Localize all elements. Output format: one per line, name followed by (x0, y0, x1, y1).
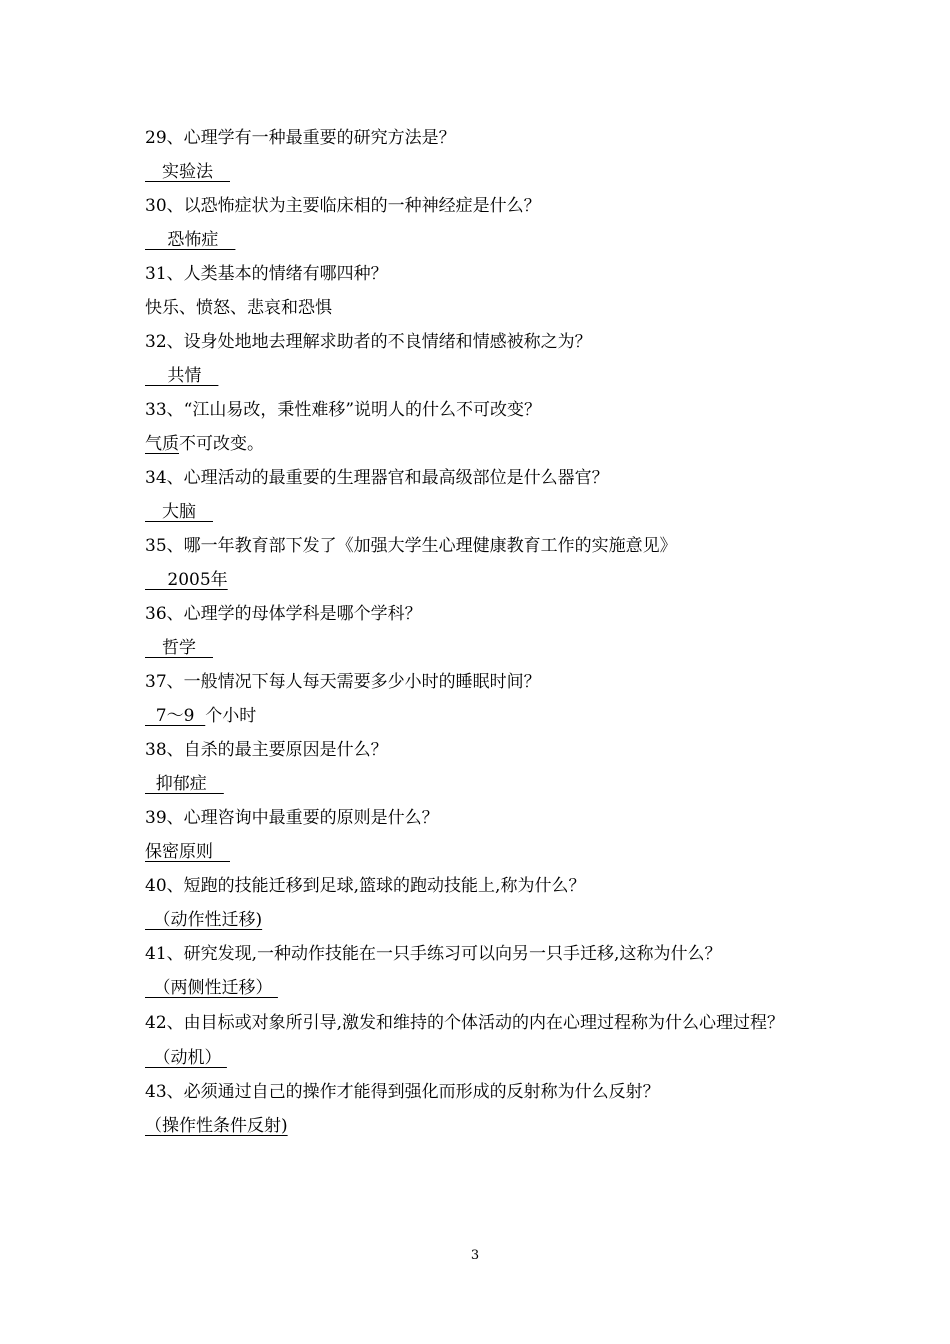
answer-29 (145, 155, 835, 189)
answer-42-underlined: （动机） (145, 1048, 227, 1068)
question-41: 41、研究发现,一种动作技能在一只手练习可以向另一只手迁移,这称为什么？ (145, 944, 722, 964)
answer-38-underlined: 抑郁症 (145, 774, 224, 794)
question-35: 35、哪一年教育部下发了《加强大学生心理健康教育工作的实施意见》 (145, 536, 677, 556)
question-32: 32、设身处地地去理解求助者的不良情绪和情感被称之为？ (145, 332, 592, 352)
question-39: 39、心理咨询中最重要的原则是什么？ (145, 808, 439, 828)
question-40: 40、短跑的技能迁移到足球,篮球的跑动技能上,称为什么？ (145, 876, 586, 896)
answer-37-rest: 个小时 (205, 706, 257, 726)
question-42: 42、由目标或对象所引导,激发和维持的个体活动的内在心理过程称为什么心理过程？ (145, 1013, 785, 1033)
answer-36-underlined: 哲学 (145, 638, 213, 658)
question-29: 29、心理学有一种最重要的研究方法是？ (145, 128, 456, 148)
answer-39-underlined: 保密原则 (145, 842, 230, 862)
question-43: 43、必须通过自己的操作才能得到强化而形成的反射称为什么反射？ (145, 1082, 660, 1102)
answer-30-underlined: 恐怖症 (145, 230, 236, 250)
answer-41-underlined: （两侧性迁移） (145, 978, 278, 998)
answer-32 (145, 359, 835, 393)
answer-34-underlined: 大脑 (145, 502, 213, 522)
answer-31: 快乐、愤怒、悲哀和恐惧 (145, 298, 332, 318)
answer-30 (145, 223, 835, 257)
answer-33-underlined: 气质 (145, 434, 179, 454)
answer-29-underlined: 实验法 (145, 162, 230, 182)
answer-42 (145, 1041, 835, 1075)
answer-35 (145, 563, 835, 597)
answer-43-underlined: （操作性条件反射) (145, 1116, 288, 1136)
qa-list (145, 121, 835, 1143)
answer-40 (145, 903, 835, 937)
answer-36 (145, 631, 835, 665)
question-37: 37、一般情况下每人每天需要多少小时的睡眠时间？ (145, 672, 541, 692)
answer-33 (145, 427, 835, 461)
answer-35-underlined: 2005年 (145, 570, 228, 590)
answer-39 (145, 835, 835, 869)
answer-43 (145, 1109, 835, 1143)
answer-37 (145, 699, 835, 733)
question-31: 31、人类基本的情绪有哪四种？ (145, 264, 388, 284)
answer-33-rest: 不可改变。 (179, 434, 264, 454)
question-34: 34、心理活动的最重要的生理器官和最高级部位是什么器官？ (145, 468, 609, 488)
answer-37-underlined: 7～9 (145, 706, 206, 726)
question-33: 33、“江山易改，秉性难移”说明人的什么不可改变？ (145, 400, 542, 420)
question-30: 30、以恐怖症状为主要临床相的一种神经症是什么？ (145, 196, 541, 216)
page-number: 3 (470, 1248, 480, 1263)
answer-41 (145, 971, 835, 1005)
answer-38 (145, 767, 835, 801)
question-38: 38、自杀的最主要原因是什么？ (145, 740, 388, 760)
answer-32-underlined: 共情 (145, 366, 219, 386)
answer-40-underlined: （动作性迁移) (145, 910, 263, 930)
answer-34 (145, 495, 835, 529)
question-36: 36、心理学的母体学科是哪个学科？ (145, 604, 422, 624)
